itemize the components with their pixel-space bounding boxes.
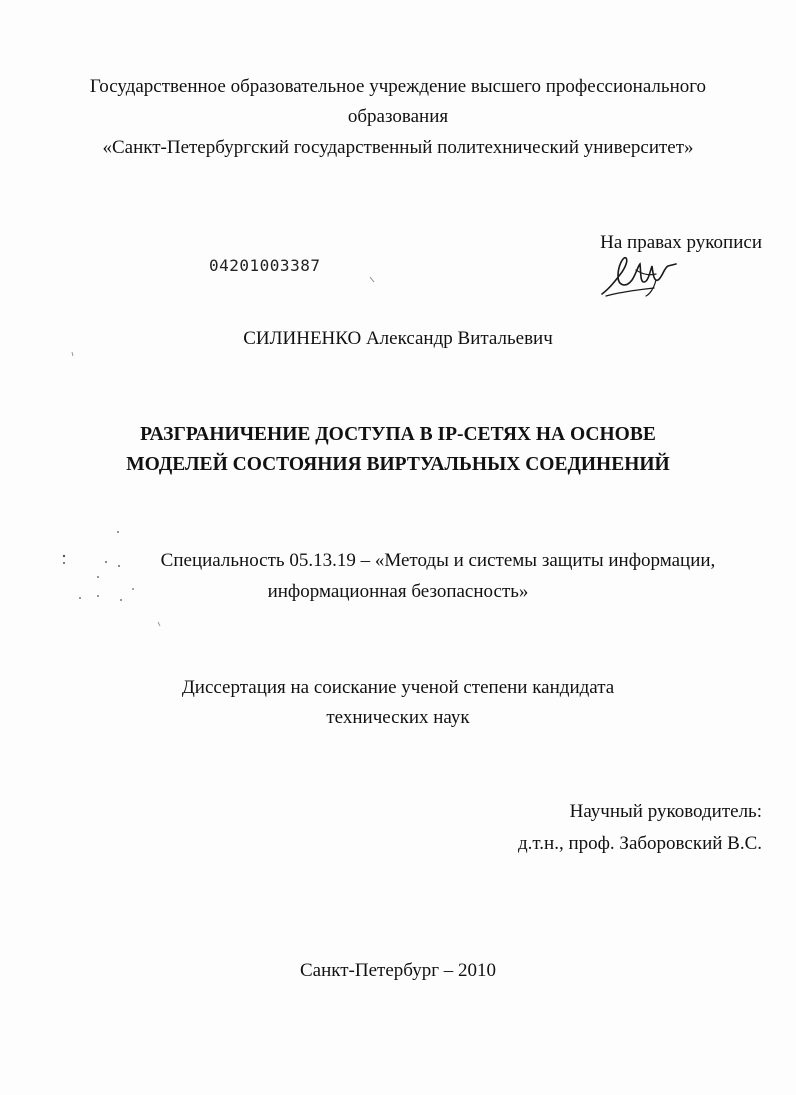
signature-icon bbox=[596, 244, 680, 300]
rights-label: На правах рукописи bbox=[600, 232, 762, 253]
dissertation-line-1: Диссертация на соискание ученой степени кандидата bbox=[181, 677, 615, 698]
speciality-line-1: Специальность 05.13.19 – «Методы и системы защиты информации, bbox=[160, 550, 716, 571]
city-year: Санкт-Петербург – 2010 bbox=[299, 960, 496, 981]
supervisor-label: Научный руководитель: bbox=[569, 801, 762, 822]
university-name: «Санкт-Петербургский государственный политехнический университет» bbox=[102, 137, 694, 158]
institution-line-1: Государственное образовательное учреждение высшего профессионального bbox=[89, 76, 707, 97]
speciality-line-2: информационная безопасность» bbox=[267, 581, 529, 602]
registration-stamp: 04201003387 bbox=[209, 256, 321, 275]
title-line-2: МОДЕЛЕЙ СОСТОЯНИЯ ВИРТУАЛЬНЫХ СОЕДИНЕНИЙ bbox=[126, 454, 670, 475]
title-line-1: РАЗГРАНИЧЕНИЕ ДОСТУПА В IP-СЕТЯХ НА ОСНОВЕ bbox=[140, 424, 656, 445]
institution-line-2: образования bbox=[347, 106, 449, 127]
author-name: СИЛИНЕНКО Александр Витальевич bbox=[243, 328, 553, 349]
supervisor-name: д.т.н., проф. Заборовский В.С. bbox=[517, 833, 762, 854]
dissertation-line-2: технических наук bbox=[326, 707, 470, 728]
